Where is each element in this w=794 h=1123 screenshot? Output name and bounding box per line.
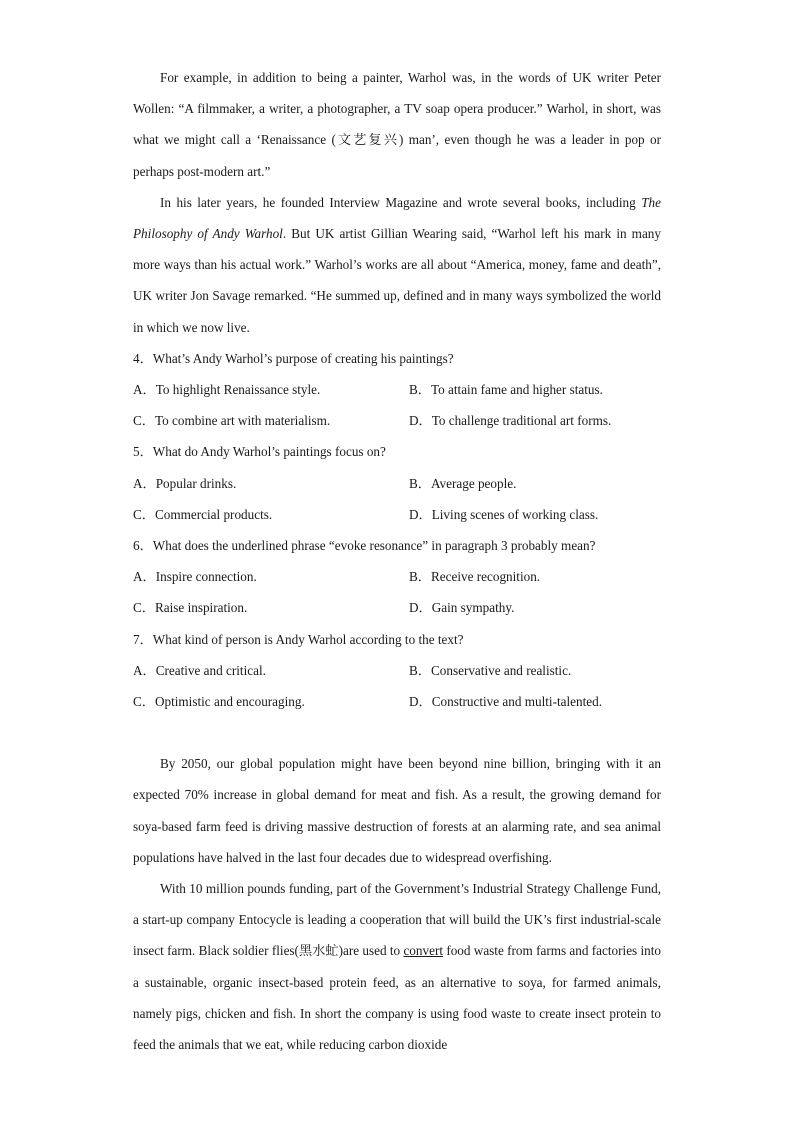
document-page [133, 62, 661, 1060]
passage1-paragraph-2-text-a: In his later years, he founded Interview Magazine and wrote several books, including [160, 194, 642, 210]
passage2-paragraph-2-text-b: food waste from farms and factories into a sustainable, organic insect-based protein feed, as an alternative to soya, for farmed animals, namely pigs, chicken and fish. In short the company is using food waste to create insect protein to feed the animals that we eat, while reducing carbon dioxide [133, 943, 662, 1053]
question-7 [133, 624, 661, 718]
option-d: D．To challenge traditional art forms. [409, 413, 612, 429]
question-stem: 4．What’s Andy Warhol’s purpose of creating his paintings? [133, 350, 454, 366]
question-stem: 7．What kind of person is Andy Warhol according to the text? [133, 631, 464, 647]
question-6 [133, 530, 661, 624]
option-a: A．Creative and critical. [133, 662, 266, 678]
option-d: D．Living scenes of working class. [409, 506, 599, 522]
option-d: D．Gain sympathy. [409, 600, 515, 616]
option-c: C．Optimistic and encouraging. [133, 694, 305, 710]
option-c: C．Commercial products. [133, 506, 273, 522]
option-b: B．To attain fame and higher status. [409, 382, 603, 398]
passage2-paragraph-2 [133, 873, 661, 1060]
question-options [133, 374, 661, 436]
passage2-paragraph-2-text-a: With 10 million pounds funding, part of the Government’s Industrial Strategy Challenge Fund, a start-up company Entocycle is leading a cooperation that will build the UK’s first industrial-scale insect farm. Black soldier flies(黑水虻)are used to [133, 881, 661, 959]
passage1-paragraph-1: For example, in addition to being a painter, Warhol was, in the words of UK writer Peter Wollen: “A filmmaker, a writer, a photographer, a TV soap opera producer.” Warhol, in short, was what we might call a ‘Renaissance (文艺复兴) man’, even though he was a leader in pop or perhaps post-modern art.” [133, 70, 661, 179]
option-a: A．To highlight Renaissance style. [133, 382, 321, 398]
question-5 [133, 436, 661, 530]
question-4 [133, 343, 661, 437]
question-options [133, 468, 661, 530]
question-stem: 5．What do Andy Warhol’s paintings focus on? [133, 444, 386, 460]
option-a: A．Inspire connection. [133, 569, 257, 585]
option-a: A．Popular drinks. [133, 475, 237, 491]
option-c: C．To combine art with materialism. [133, 413, 331, 429]
option-c: C．Raise inspiration. [133, 600, 248, 616]
option-d: D．Constructive and multi-talented. [409, 694, 603, 710]
passage2-paragraph-1: By 2050, our global population might have been beyond nine billion, bringing with it an expected 70% increase in global demand for meat and fish. As a result, the growing demand for soya-based farm feed is driving massive destruction of forests at an alarming rate, and sea animal populations have halved in the last four decades due to widespread overfishing. [133, 756, 661, 865]
option-b: B．Receive recognition. [409, 569, 541, 585]
passage1-paragraph-2-text-b: . But UK artist Gillian Wearing said, “Warhol left his mark in many more ways than his actual work.” Warhol’s works are all about “America, money, fame and death”, UK writer Jon Savage remarked. “He summed up, defined and in many ways symbolized the world in which we now live. [133, 226, 661, 335]
passage1-paragraph-2 [133, 187, 661, 343]
underlined-word: convert [403, 943, 443, 959]
option-b: B．Average people. [409, 475, 517, 491]
section-gap [133, 717, 661, 748]
question-stem: 6．What does the underlined phrase “evoke resonance” in paragraph 3 probably mean? [133, 538, 596, 554]
question-options [133, 561, 661, 623]
question-options [133, 655, 661, 717]
option-b: B．Conservative and realistic. [409, 662, 572, 678]
book-title: The Philosophy of Andy Warhol [133, 194, 661, 242]
